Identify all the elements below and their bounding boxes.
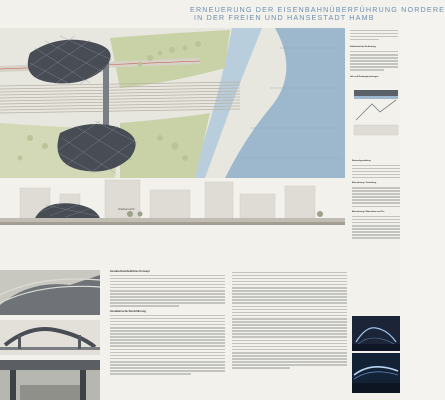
underpass-render: [0, 360, 100, 400]
title-line-2: IN DER FREIEN UND HANSESTADT HAMB: [194, 13, 375, 23]
aerial-render: [0, 270, 100, 315]
main-heading: Gestalt-/Ganzheitliches Konzept: [110, 270, 150, 273]
site-plan: [0, 28, 345, 178]
title-line-1: ERNEUERUNG DER EISENBAHNÜBERFÜHRUNG NORDERE: [190, 5, 445, 14]
right-heading-4: Geh und Radwegbeziehungen: [350, 76, 379, 79]
night-render-2: [352, 353, 400, 393]
night-render-1: [352, 316, 400, 351]
right-heading-5: Beleuchtung / Materialien und Pro: [352, 211, 385, 214]
right-detail-diagram: [352, 80, 400, 140]
right-heading-1: Städtebauliche Einbindung: [350, 46, 376, 49]
right-text-lower: [352, 160, 400, 240]
right-heading-3: Beleuchtung / Gestaltung: [352, 182, 377, 185]
design-heading: Gestalterische Durchführung: [110, 310, 146, 314]
text-column-1: [110, 270, 225, 376]
elevation-tag: Stadtansicht: [118, 207, 135, 211]
cross-section-render: [0, 320, 100, 355]
right-heading-2: Entwurfsgestaltung: [352, 160, 371, 162]
detail-renderings: [0, 265, 100, 400]
elevation-section: [0, 180, 345, 270]
text-column-2: [232, 270, 347, 371]
poster-title: [190, 5, 445, 23]
